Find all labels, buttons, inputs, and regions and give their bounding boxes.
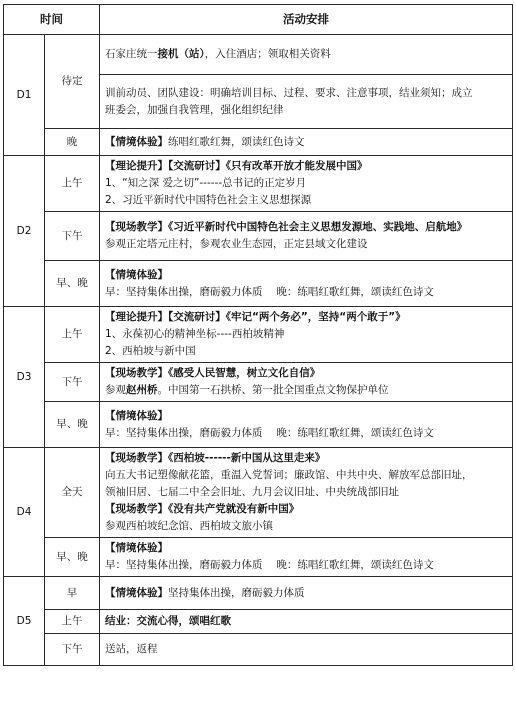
schedule-row bbox=[4, 212, 513, 261]
schedule-table bbox=[3, 4, 513, 666]
activity-cell bbox=[100, 156, 513, 212]
activity-text: 领袖旧居、七届二中全会旧址、九月会议旧址、中央统战部旧址 bbox=[105, 486, 399, 498]
activity-text: 参观 bbox=[105, 384, 126, 396]
activity-cell bbox=[100, 212, 513, 261]
activity-text: 早：坚持集体出操，磨砺毅力体质 晚：练唱红歌红舞，颂读红色诗文 bbox=[105, 426, 434, 439]
activity-text: 石家庄统一 bbox=[105, 48, 158, 60]
schedule-row bbox=[4, 402, 513, 448]
activity-line bbox=[105, 613, 508, 630]
activity-cell bbox=[100, 402, 513, 448]
activity-line bbox=[105, 134, 508, 151]
activity-text: 1、“知之深 爱之切”------总书记的正定岁月 bbox=[105, 177, 307, 189]
activity-text: 2、西柏坡与新中国 bbox=[105, 345, 196, 357]
activity-heading-text: 【情境体验】 bbox=[105, 268, 168, 281]
activity-cell bbox=[100, 129, 513, 156]
activity-cell bbox=[100, 538, 513, 577]
activity-heading-text: 【情境体验】 bbox=[105, 409, 168, 422]
activity-text: 坚持集体出操，磨砺毅力体质 bbox=[168, 586, 305, 599]
activity-heading-text: 【现场教学】《习近平新时代中国特色社会主义思想发源地、实践地、启航地》 bbox=[105, 221, 468, 233]
activity-text: 。中国第一石拱桥、第一批全国重点文物保护单位 bbox=[157, 384, 389, 396]
time-slot-label: 下午 bbox=[45, 212, 100, 261]
activity-cell bbox=[100, 307, 513, 363]
activity-line bbox=[105, 326, 508, 343]
header-row bbox=[4, 5, 513, 35]
activity-line bbox=[105, 540, 508, 557]
activity-line bbox=[105, 557, 508, 574]
schedule-row bbox=[4, 610, 513, 634]
time-slot-label: 待定 bbox=[45, 35, 100, 129]
activity-line bbox=[105, 518, 508, 535]
activity-line bbox=[105, 284, 508, 301]
time-column-header: 时间 bbox=[4, 5, 100, 35]
activity-heading-text: 结业：交流心得，颂唱红歌 bbox=[105, 615, 231, 627]
activity-text: 班委会，加强自我管理，强化组织纪律 bbox=[105, 103, 284, 116]
activity-cell bbox=[100, 577, 513, 610]
day-label: D3 bbox=[4, 307, 45, 448]
activity-line bbox=[105, 192, 508, 209]
activity-line bbox=[105, 102, 508, 119]
activity-cell bbox=[100, 75, 513, 129]
activity-heading-text: 【理论提升】【交流研讨】《牢记“两个务必”，坚持“两个敢于”》 bbox=[105, 311, 406, 323]
activity-line bbox=[105, 467, 508, 484]
activity-text: 1、永葆初心的精神坐标----西柏坡精神 bbox=[105, 328, 285, 340]
activity-heading-text: 【情境体验】 bbox=[105, 586, 168, 599]
activity-heading-text: 【理论提升】【交流研讨】《只有改革开放才能发展中国》 bbox=[105, 160, 368, 172]
day-label: D4 bbox=[4, 448, 45, 577]
activity-line bbox=[105, 501, 508, 518]
schedule-row bbox=[4, 129, 513, 156]
time-slot-label: 早、晚 bbox=[45, 538, 100, 577]
activity-cell bbox=[100, 610, 513, 634]
activity-heading-text: 【现场教学】《没有共产党就没有新中国》 bbox=[105, 503, 300, 515]
schedule-row bbox=[4, 448, 513, 538]
activity-cell bbox=[100, 261, 513, 307]
activity-line bbox=[105, 585, 508, 602]
schedule-row bbox=[4, 538, 513, 577]
activity-text: 参观正定塔元庄村，参观农业生态园，正定县域文化建设 bbox=[105, 238, 368, 250]
activity-line bbox=[105, 641, 508, 658]
activity-text: 早：坚持集体出操，磨砺毅力体质 晚：练唱红歌红舞，颂读红色诗文 bbox=[105, 559, 434, 571]
activity-heading-text: 【情境体验】 bbox=[105, 542, 168, 554]
day-label: D1 bbox=[4, 35, 45, 156]
activity-column-header: 活动安排 bbox=[100, 5, 513, 35]
activity-line bbox=[105, 267, 508, 284]
schedule-row bbox=[4, 363, 513, 402]
activity-heading-text: 【情境体验】 bbox=[105, 135, 168, 148]
activity-heading-text: 【现场教学】《西柏坡------新中国从这里走来》 bbox=[105, 452, 326, 464]
time-slot-label: 上午 bbox=[45, 307, 100, 363]
activity-line bbox=[105, 175, 508, 192]
day-label: D2 bbox=[4, 156, 45, 307]
schedule-row bbox=[4, 307, 513, 363]
activity-line bbox=[105, 343, 508, 360]
time-slot-label: 全天 bbox=[45, 448, 100, 538]
activity-line bbox=[105, 85, 508, 102]
activity-line bbox=[105, 365, 508, 382]
time-slot-label: 早、晚 bbox=[45, 402, 100, 448]
activity-text: 2、习近平新时代中国特色社会主义思想探源 bbox=[105, 194, 312, 206]
activity-line bbox=[105, 309, 508, 326]
time-slot-label: 早 bbox=[45, 577, 100, 610]
time-slot-label: 早、晚 bbox=[45, 261, 100, 307]
time-slot-label: 下午 bbox=[45, 363, 100, 402]
time-slot-label: 上午 bbox=[45, 156, 100, 212]
time-slot-label: 晚 bbox=[45, 129, 100, 156]
activity-heading-text: 接机（站） bbox=[157, 48, 205, 60]
schedule-row bbox=[4, 35, 513, 75]
activity-text: ，入住酒店；领取相关资料 bbox=[204, 48, 331, 60]
activity-line bbox=[105, 219, 508, 236]
schedule-row bbox=[4, 634, 513, 666]
schedule-row bbox=[4, 156, 513, 212]
schedule-row bbox=[4, 261, 513, 307]
time-slot-label: 上午 bbox=[45, 610, 100, 634]
activity-text: 练唱红歌红舞，颂读红色诗文 bbox=[168, 135, 305, 148]
activity-text: 向五大书记塑像献花篮，重温入党誓词；廉政馆、中共中央、解放军总部旧址， bbox=[105, 469, 473, 481]
activity-line bbox=[105, 382, 508, 399]
activity-heading-text: 赵州桥 bbox=[126, 384, 158, 396]
schedule-row bbox=[4, 577, 513, 610]
activity-line bbox=[105, 450, 508, 467]
day-label: D5 bbox=[4, 577, 45, 666]
activity-cell bbox=[100, 363, 513, 402]
activity-line bbox=[105, 484, 508, 501]
activity-line bbox=[105, 425, 508, 442]
time-slot-label: 下午 bbox=[45, 634, 100, 666]
activity-line bbox=[105, 46, 508, 63]
activity-text: 训前动员、团队建设：明确培训目标、过程、要求、注意事项，结业须知；成立 bbox=[105, 86, 473, 99]
activity-text: 送站，返程 bbox=[105, 643, 158, 655]
activity-line bbox=[105, 408, 508, 425]
activity-cell bbox=[100, 634, 513, 666]
activity-cell bbox=[100, 35, 513, 75]
activity-text: 参观西柏坡纪念馆、西柏坡文旅小镇 bbox=[105, 520, 273, 532]
activity-heading-text: 【现场教学】《感受人民智慧，树立文化自信》 bbox=[105, 367, 321, 379]
activity-line bbox=[105, 236, 508, 253]
activity-line bbox=[105, 158, 508, 175]
activity-text: 早：坚持集体出操，磨砺毅力体质 晚：练唱红歌红舞，颂读红色诗文 bbox=[105, 285, 434, 298]
activity-cell bbox=[100, 448, 513, 538]
schedule-body bbox=[4, 5, 513, 666]
